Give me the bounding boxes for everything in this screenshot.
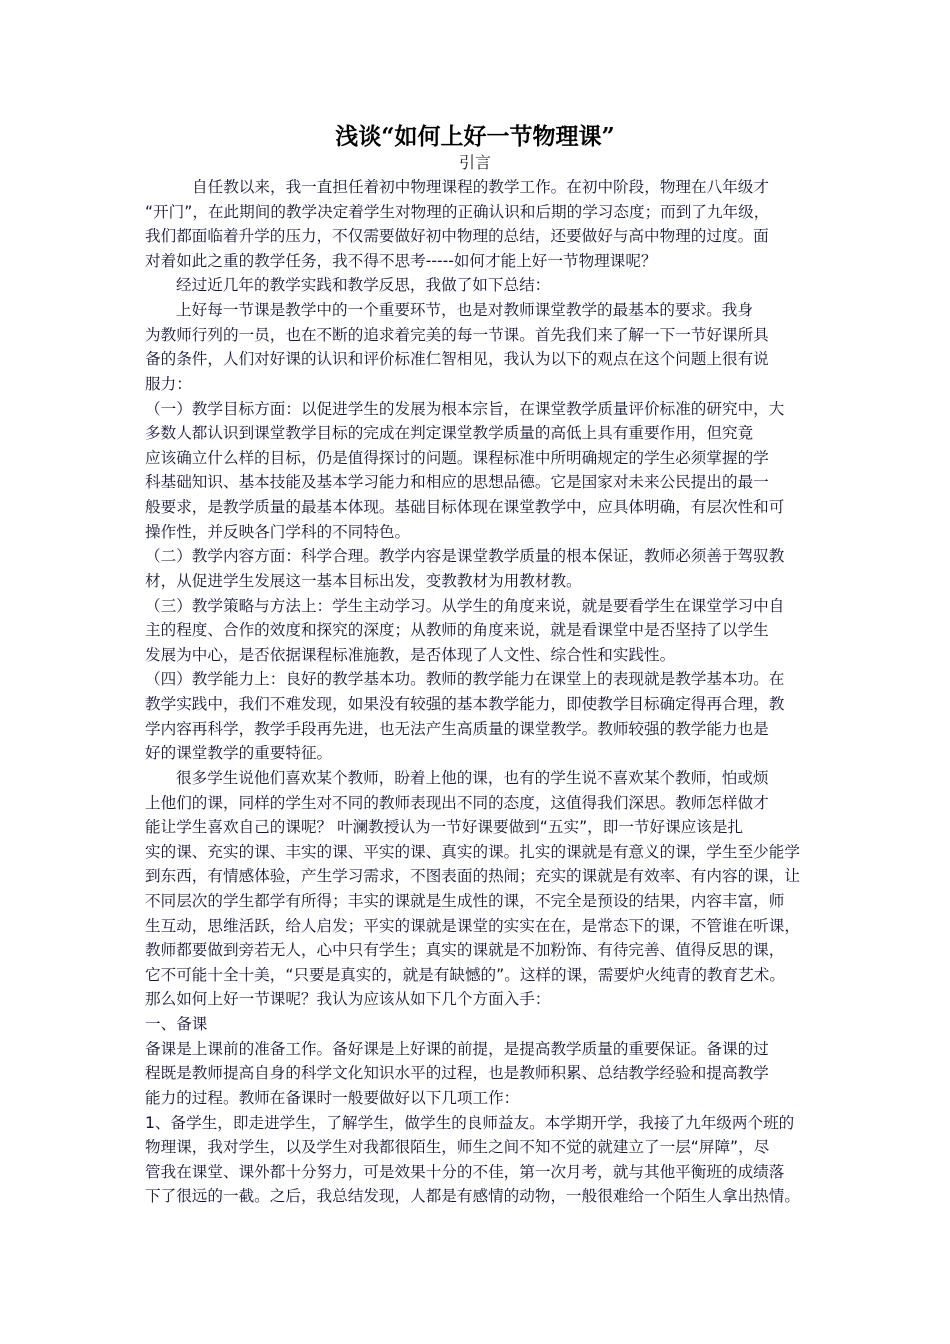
text-line: 它不可能十全十美，“只要是真实的，就是有缺憾的”。这样的课，需要炉火纯青的教育艺术。 [145, 965, 785, 984]
text-line: 服力： [145, 374, 192, 393]
text-line: 教师都要做到旁若无人，心中只有学生；真实的课就是不加粉饰、有待完善、值得反思的课， [145, 941, 785, 960]
text-line: 发展为中心，是否依据课程标准施教，是否体现了人文性、综合性和实践性。 [145, 645, 676, 664]
text-line: 那么如何上好一节课呢？我认为应该从如下几个方面入手： [145, 990, 551, 1009]
text-line: “开门”，在此期间的教学决定着学生对物理的正确认识和后期的学习态度；而到了九年级， [145, 202, 770, 221]
text-line: 教学实践中，我们不难发现，如果没有较强的基本教学能力，即使教学目标确定得再合理，教 [145, 695, 785, 714]
text-line: 为教师行列的一员，也在不断的追求着完美的每一节课。首先我们来了解一下一节好课所具 [145, 325, 769, 344]
text-line: 对着如此之重的教学任务，我不得不思考-----如何才能上好一节物理课呢？ [145, 251, 657, 270]
text-line: 我们都面临着升学的压力，不仅需要做好初中物理的总结，还要做好与高中物理的过度。面 [145, 227, 769, 246]
text-line: 一、备课 [145, 1015, 208, 1034]
text-line: 到东西，有情感体验，产生学习需求，不图表面的热闹；充实的课就是有效率、有内容的课，让 [145, 867, 800, 886]
text-line: 科基础知识、基本技能及基本学习能力和相应的思想品德。它是国家对未来公民提出的最一 [145, 473, 769, 492]
text-line: 自任教以来，我一直担任着初中物理课程的教学工作。在初中阶段，物理在八年级才 [192, 178, 769, 196]
text-line: 很多学生说他们喜欢某个教师，盼着上他的课，也有的学生说不喜欢某个教师，怕或烦 [176, 768, 769, 787]
text-line: 管我在课堂、课外都十分努力，可是效果十分的不佳，第一次月考，就与其他平衡班的成绩落 [145, 1162, 785, 1181]
text-line: 经过近几年的教学实践和教学反思，我做了如下总结： [176, 276, 551, 295]
text-line: 好的课堂教学的重要特征。 [145, 744, 333, 763]
text-line: （四）教学能力上：良好的教学基本功。教师的教学能力在课堂上的表现就是教学基本功。在 [145, 670, 785, 689]
text-line: 主的程度、合作的效度和探究的深度；从教师的角度来说，就是看课堂中是否坚持了以学生 [145, 621, 769, 640]
text-line: （二）教学内容方面：科学合理。教学内容是课堂教学质量的根本保证，教师必须善于驾驭教 [145, 547, 785, 566]
text-line: 程既是教师提高自身的科学文化知识水平的过程，也是教师积累、总结教学经验和提高教学 [145, 1064, 769, 1083]
text-line: 备的条件，人们对好课的认识和评价标准仁智相见，我认为以下的观点在这个问题上很有说 [145, 350, 769, 369]
text-line: 上他们的课，同样的学生对不同的教师表现出不同的态度，这值得我们深思。教师怎样做才 [145, 793, 769, 812]
text-line: 能让学生喜欢自己的课呢？ 叶澜教授认为一节好课要做到“五实”，即一节好课应该是扎 [145, 818, 744, 837]
text-line: 般要求，是教学质量的最基本体现。基础目标体现在课堂教学中，应具体明确，有层次性和可 [145, 498, 785, 517]
text-line: 学内容再科学，教学手段再先进，也无法产生高质量的课堂教学。教师较强的教学能力也是 [145, 719, 769, 738]
text-line: 备课是上课前的准备工作。备好课是上好课的前提，是提高教学质量的重要保证。备课的过 [145, 1039, 769, 1058]
text-line: 操作性，并反映各门学科的不同特色。 [145, 522, 411, 541]
text-line: 多数人都认识到课堂教学目标的完成在判定课堂教学质量的高低上具有重要作用，但究竟 [145, 424, 754, 443]
text-line: 生互动，思维活跃，给人启发；平实的课就是课堂的实实在在，是常态下的课，不管谁在听课， [145, 916, 800, 935]
text-line: 下了很远的一截。之后，我总结发现，人都是有感情的动物，一般很难给一个陌生人拿出热情。 [145, 1187, 800, 1206]
document-subtitle: 引言 [458, 153, 491, 172]
text-line: 应该确立什么样的目标，仍是值得探讨的问题。课程标准中所明确规定的学生必须掌握的学 [145, 448, 769, 467]
text-line: 材，从促进学生发展这一基本目标出发，变教教材为用教材教。 [145, 571, 582, 590]
text-line: 能力的过程。教师在备课时一般要做好以下几项工作： [145, 1088, 520, 1107]
text-line: 1、备学生，即走进学生，了解学生，做学生的良师益友。本学期开学，我接了九年级两个班的 [145, 1113, 795, 1132]
text-line: （一）教学目标方面：以促进学生的发展为根本宗旨，在课堂教学质量评价标准的研究中，大 [145, 399, 785, 418]
text-line: 上好每一节课是教学中的一个重要环节，也是对教师课堂教学的最基本的要求。我身 [176, 301, 753, 320]
text-line: 实的课、充实的课、丰实的课、平实的课、真实的课。扎实的课就是有意义的课，学生至少能学 [145, 842, 800, 861]
text-line: （三）教学策略与方法上：学生主动学习。从学生的角度来说，就是要看学生在课堂学习中自 [145, 596, 785, 615]
document-title: 浅谈“如何上好一节物理课” [335, 123, 615, 150]
text-line: 不同层次的学生都学有所得；丰实的课就是生成性的课，不完全是预设的结果，内容丰富，师 [145, 891, 785, 910]
text-line: 物理课，我对学生，以及学生对我都很陌生，师生之间不知不觉的就建立了一层“屏障”，尽 [145, 1138, 770, 1157]
